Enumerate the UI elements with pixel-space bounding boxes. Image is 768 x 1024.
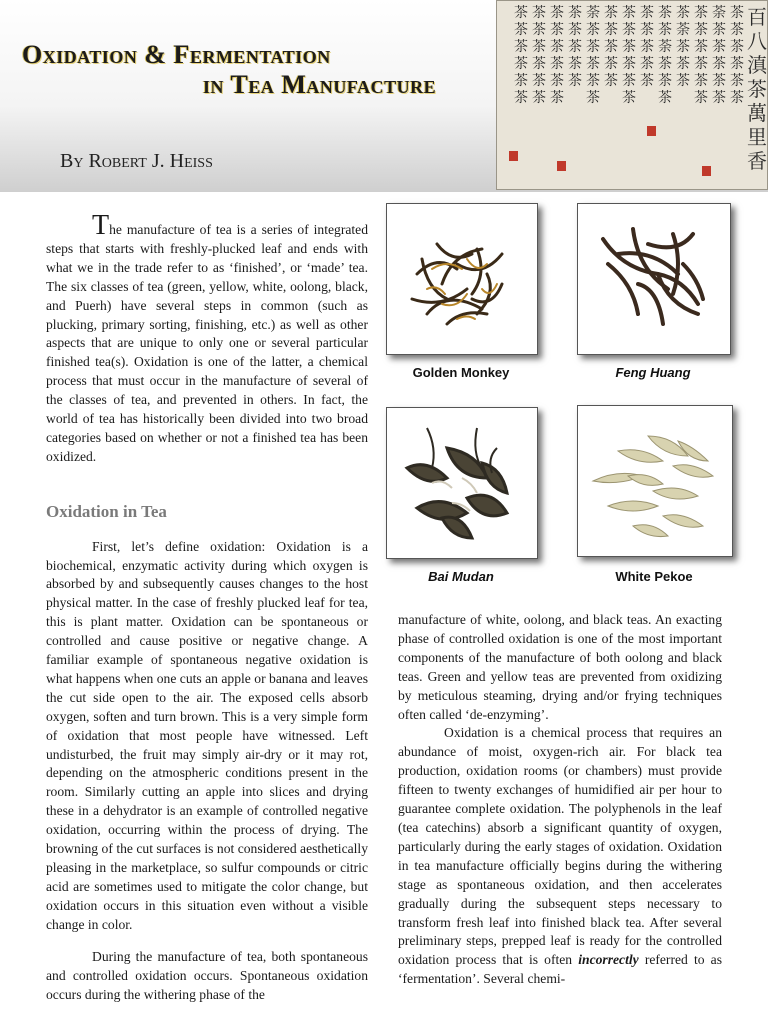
- scroll-calligraphy-column: 荼 茶 茶 茶 茶 茶: [586, 5, 600, 106]
- article-title-line-2: in Tea Manufacture: [203, 70, 437, 99]
- scroll-calligraphy-column: 茶 茶 茶 茶 茶 茶: [694, 5, 708, 106]
- scroll-calligraphy-column: 茶 茶 荼 茶 茶 茶: [658, 5, 672, 106]
- right-paragraph-1: manufacture of white, oolong, and black teas. An exacting phase of controlled oxidation is one of the most important components of the manufacture of both oolong and black teas. Green and yellow teas are prevented from oxidizing by meticulous steaming, drying and/or frying techniques often called ‘de-enzyming’.: [398, 612, 722, 722]
- scroll-calligraphy-column: 百 八 滇 茶 萬 里 香: [747, 5, 767, 173]
- emphasis-incorrectly: incorrectly: [578, 952, 639, 968]
- right-paragraph-2-continuation: referred to as ‘fermentation’. Several chemi-: [398, 952, 723, 987]
- scroll-calligraphy-column: 荼 茶 茶 茶 茶 茶: [712, 5, 726, 106]
- scroll-calligraphy-column: 茶 荼 茶 茶 茶: [676, 5, 690, 89]
- article-title-line-1: Oxidation & Fermentation: [22, 40, 331, 69]
- section-heading: Oxidation in Tea: [46, 502, 167, 521]
- bai-mudan-photo: [386, 407, 538, 559]
- scroll-calligraphy-column: 茶 茶 茶 茶 茶 茶: [550, 5, 564, 106]
- right-column-body: [398, 611, 722, 989]
- scroll-calligraphy-column: 茶 茶 茶 茶 茶 茶: [514, 5, 528, 106]
- feng-huang-photo: [577, 203, 731, 355]
- white-pekoe-photo: [577, 405, 733, 557]
- scroll-calligraphy-column: 茶 茶 茶 茶 茶: [640, 5, 654, 89]
- scroll-calligraphy-column: 茶 茶 茶 茶 茶: [568, 5, 582, 89]
- photo-caption-bai-mudan: Bai Mudan: [428, 569, 494, 584]
- seal-stamp: [647, 126, 656, 136]
- section-paragraph-1: First, let’s define oxidation: Oxidation is a biochemical, enzymatic activity during which oxygen is absorbed by and subsequently causes changes to the host physical matter. In the case of freshly plucked leaf for tea, this is plant matter. Oxidation can be spontaneous or controlled and cause positive or negative change. A familiar example of spontaneous negative oxidation is what happens when one cuts an apple or banana and leaves the cut side open to the air. The exposed cells absorb oxygen, soften and turn brown. This is a very simple form of oxidation that most people have witnessed. Left undisturbed, the fruit may simply air-dry or it may rot, depending on the atmospheric conditions present in the room. Similarly cutting an apple into slices and drying these in a dehydrator is an example of controlled negative oxidation, occurring within the process of drying. The browning of the cut surfaces is not considered aesthetically pleasing in the marketplace, so sulfur compounds or citric acid are sometimes used to mitigate the color change, but oxidation occurs in this situation even without a visible change in color.: [46, 538, 368, 932]
- drop-cap: T: [92, 210, 110, 241]
- seal-stamp: [557, 161, 566, 171]
- seal-stamp: [509, 151, 518, 161]
- section-paragraph-2: During the manufacture of tea, both spontaneous and controlled oxidation occurs. Spontaneous oxidation occurs during the withering phase of the: [46, 949, 368, 1003]
- photo-caption-feng-huang: Feng Huang: [615, 365, 691, 380]
- golden-monkey-photo: [386, 203, 538, 355]
- scroll-calligraphy-column: 茶 茶 茶 茶 茶 茶: [532, 5, 546, 106]
- photo-caption-white-pekoe: White Pekoe: [615, 569, 693, 584]
- left-column-body: [46, 524, 368, 1019]
- author-byline: By Robert J. Heiss: [60, 150, 213, 172]
- calligraphy-scroll-image: [496, 0, 768, 190]
- right-paragraph-2-text: Oxidation is a chemical process that requires an abundance of moist, oxygen-rich air. For black tea production, oxidation rooms (or chambers) must provide fifteen to twenty exchanges of humidified air per hour to guarantee complete oxidation. The polyphenols in the leaf (tea catechins) absorb a significant quantity of oxygen, particularly during the early stages of oxidation. Oxidation in tea manufacture officially begins during the withering stage as spontaneous oxidation, and then accelerates gradually during the subsequent steps necessary to transform fresh leaf into finished black tea. After several preliminary steps, prepped leaf is ready for the controlled oxidation process that is often: [398, 725, 722, 968]
- seal-stamp: [702, 166, 711, 176]
- right-paragraph-2: [398, 724, 722, 989]
- intro-text: he manufacture of tea is a series of integrated steps that starts with freshly-plucked leaf and ends with what we in the trade refer to as ‘finished’, or ‘made’ tea. The six classes of tea (green, yellow, white, oolong, black, and Puerh) have several steps in common (such as plucking, primary sorting, finishing, etc.) as well as other aspects that are unique to only one or several particular finished tea(s). Oxidation is one of the latter, a chemical process that must occur in the manufacture of several of the classes of tea, and prevented in others. In fact, the world of tea has historically been divided into two broad categories based on whether or not a finished tea has been oxidized.: [46, 222, 368, 464]
- intro-paragraph: [46, 210, 368, 467]
- scroll-calligraphy-column: 茶 茶 茶 茶 茶 茶: [622, 5, 636, 106]
- scroll-calligraphy-column: 茶 茶 茶 茶 茶 茶: [730, 5, 744, 106]
- photo-caption-golden-monkey: Golden Monkey: [412, 365, 510, 380]
- scroll-calligraphy-column: 茶 茶 茶 茶 茶: [604, 5, 618, 89]
